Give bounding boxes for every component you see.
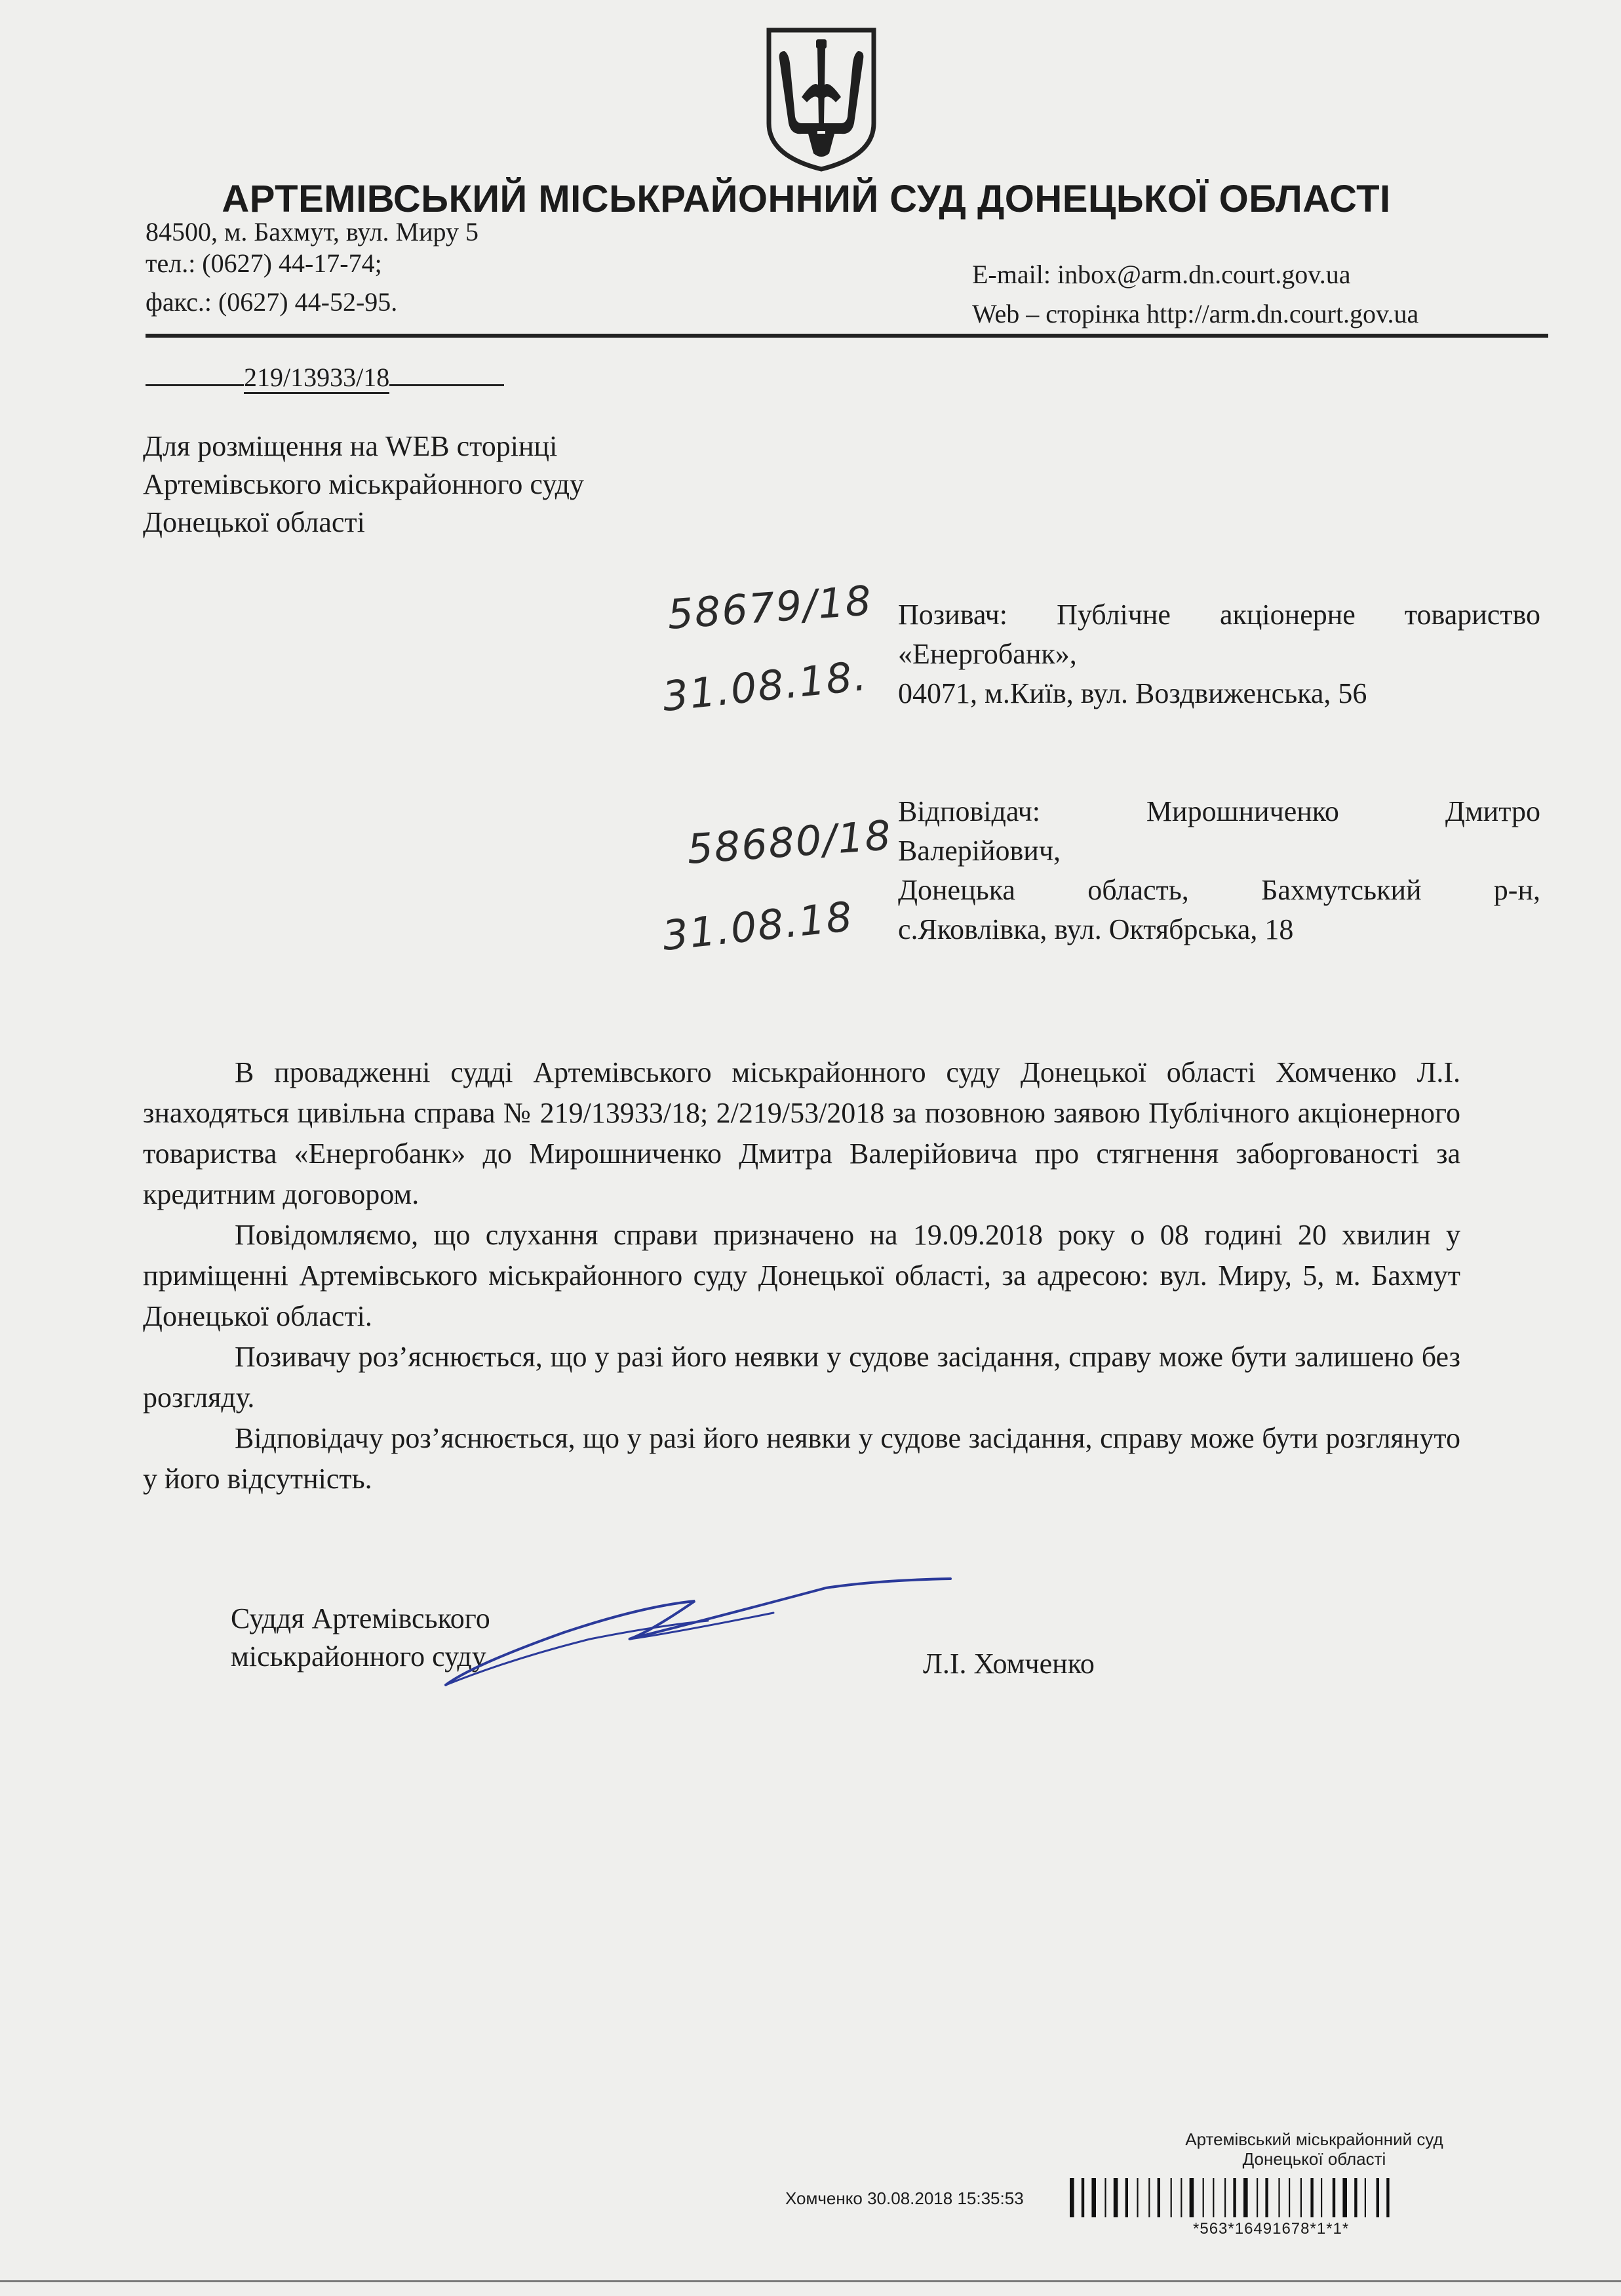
barcode-bar (1181, 2178, 1182, 2217)
handwritten-signature (433, 1560, 957, 1705)
plaintiff-word-1: Публічне (1057, 599, 1171, 631)
barcode-bar (1377, 2178, 1379, 2217)
defendant-word-3b: область, (1087, 874, 1189, 906)
body-paragraph-4: Відповідачу роз’яснюється, що у разі його неявки у судове засідання, справу може бути розглянуто у його відсутність. (143, 1422, 1460, 1495)
defendant-word-3d: р-н, (1493, 874, 1540, 906)
defendant-label: Відповідач: (898, 795, 1041, 827)
defendant-line-4: с.Яковлівка, вул. Октябрська, 18 (898, 913, 1294, 945)
barcode-bar (1070, 2178, 1074, 2217)
plaintiff-block (898, 595, 1540, 713)
notice-body (143, 1052, 1460, 1499)
barcode-bar (1148, 2178, 1150, 2217)
defendant-line-3 (898, 871, 1540, 910)
court-website: Web – сторінка http://arm.dn.court.gov.ua (972, 299, 1419, 328)
recipient-line-1: Для розміщення на WEB сторінці (143, 430, 558, 462)
handwritten-registration-2: 58680/18 (685, 811, 894, 873)
signature-title-line-2: міськрайонного суду (231, 1640, 486, 1673)
barcode-bar (1289, 2178, 1290, 2217)
registry-court-line-1: Артемівський міськрайонний суд (1185, 2129, 1443, 2149)
barcode-bar (1213, 2178, 1214, 2217)
barcode-bar (1300, 2178, 1302, 2217)
defendant-word-1: Мирошниченко (1146, 795, 1339, 827)
defendant-line-1 (898, 792, 1540, 831)
court-fax: факс.: (0627) 44-52-95. (146, 287, 398, 317)
registry-user-timestamp: Хомченко 30.08.2018 15:35:53 (785, 2188, 1024, 2208)
scan-bottom-edge (0, 2280, 1621, 2282)
barcode-bar (1137, 2178, 1138, 2217)
signature-title-line-1: Суддя Артемівського (231, 1602, 490, 1634)
defendant-line-2: Валерійович, (898, 835, 1061, 867)
plaintiff-word-2: акціонерне (1219, 599, 1356, 631)
barcode-bar (1104, 2178, 1106, 2217)
barcode-bar (1190, 2178, 1194, 2217)
barcode-bar (1257, 2178, 1258, 2217)
recipient-line-2: Артемівського міськрайонного суду (143, 468, 584, 500)
body-paragraph-1: В провадженні судді Артемівського міськрайонного суду Донецької області Хомченко Л.І. знаходяться цивільна справа № 219/13933/18; 2/219/53/2018 за позовною заявою Публічного акціонерного товариства «Енергобанк» до Мирошниченко Дмитра Валерійовича про стягнення заборгованості за кредитним договором. (143, 1056, 1460, 1210)
barcode-bar (1224, 2178, 1226, 2217)
plaintiff-line-1 (898, 595, 1540, 635)
barcode-bar (1310, 2178, 1313, 2217)
court-name-heading: АРТЕМІВСЬКИЙ МІСЬКРАЙОННИЙ СУД ДОНЕЦЬКОЇ ОБЛАСТІ (222, 178, 1391, 220)
barcode-bar (1354, 2178, 1357, 2217)
barcode-number: *563*16491678*1*1* (1193, 2220, 1350, 2238)
body-paragraph-2: Повідомляємо, що слухання справи призначено на 19.09.2018 року о 08 годині 20 хвилин у приміщенні Артемівського міськрайонного суду Донецької області, за адресою: вул. Миру, 5, м. Бахмут Донецької області. (143, 1219, 1460, 1332)
court-address: 84500, м. Бахмут, вул. Миру 5 (146, 217, 478, 247)
judge-name: Л.І. Хомченко (923, 1648, 1095, 1680)
defendant-word-2: Дмитро (1445, 795, 1540, 827)
barcode-bar (1321, 2178, 1322, 2217)
body-paragraph-3: Позивачу роз’яснюється, що у разі його неявки у судове засідання, справу може бути залишено без розгляду. (143, 1341, 1460, 1414)
barcode-bar (1342, 2178, 1347, 2217)
barcode-bar (1386, 2178, 1389, 2217)
barcode-bar (1114, 2178, 1118, 2217)
barcode-bar (1171, 2178, 1172, 2217)
barcode-bar (1278, 2178, 1279, 2217)
handwritten-date-2: 31.08.18 (659, 892, 856, 960)
case-number: 219/13933/18 (244, 363, 389, 394)
barcode-bar (1203, 2178, 1204, 2217)
barcode (1067, 2178, 1539, 2217)
barcode-bar (1365, 2178, 1366, 2217)
coat-of-arms-trident-icon (762, 25, 880, 172)
handwritten-registration-1: 58679/18 (665, 576, 874, 639)
barcode-bar (1125, 2178, 1128, 2217)
header-divider (146, 334, 1548, 338)
court-email: E-mail: inbox@arm.dn.court.gov.ua (972, 260, 1351, 289)
barcode-bar (1158, 2178, 1160, 2217)
defendant-word-3c: Бахмутський (1261, 874, 1422, 906)
barcode-bar (1333, 2178, 1335, 2217)
barcode-bar (1265, 2178, 1268, 2217)
barcode-bar (1082, 2178, 1084, 2217)
barcode-bar (1091, 2178, 1096, 2217)
handwritten-date-1: 31.08.18. (660, 651, 870, 721)
plaintiff-word-3: товариство (1404, 599, 1540, 631)
registry-court-line-2: Донецької області (1242, 2149, 1386, 2169)
barcode-bar (1233, 2178, 1236, 2217)
court-phone: тел.: (0627) 44-17-74; (146, 248, 382, 278)
plaintiff-line-3: 04071, м.Київ, вул. Воздвиженська, 56 (898, 677, 1367, 709)
defendant-block (898, 792, 1540, 949)
recipient-line-3: Донецької області (143, 506, 365, 538)
registry-stamp-court (1144, 2129, 1485, 2169)
barcode-bar (1243, 2178, 1248, 2217)
case-number-line (146, 359, 504, 393)
defendant-word-3a: Донецька (898, 874, 1015, 906)
plaintiff-line-2: «Енергобанк», (898, 638, 1077, 670)
plaintiff-label: Позивач: (898, 599, 1008, 631)
